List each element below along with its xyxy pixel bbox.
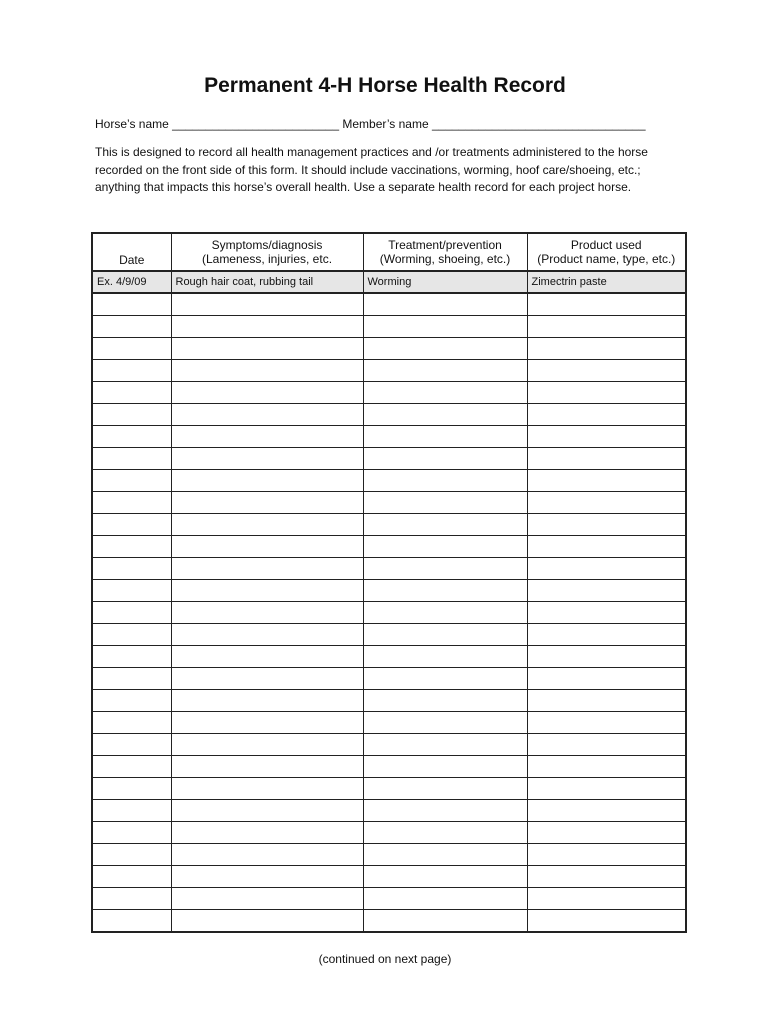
date-cell[interactable]: [92, 756, 171, 778]
treatment-cell[interactable]: [363, 712, 527, 734]
product-cell[interactable]: [527, 404, 686, 426]
treatment-cell[interactable]: [363, 338, 527, 360]
date-cell[interactable]: [92, 558, 171, 580]
symptoms-cell[interactable]: [171, 756, 363, 778]
date-cell[interactable]: [92, 888, 171, 910]
treatment-cell[interactable]: [363, 668, 527, 690]
table-row: [92, 910, 686, 933]
product-cell[interactable]: [527, 712, 686, 734]
treatment-cell[interactable]: [363, 404, 527, 426]
continued-note: (continued on next page): [318, 952, 452, 966]
treatment-cell[interactable]: [363, 646, 527, 668]
date-cell[interactable]: [92, 492, 171, 514]
product-cell[interactable]: [527, 602, 686, 624]
table-row: [92, 536, 686, 558]
symptoms-cell[interactable]: [171, 316, 363, 338]
product-cell[interactable]: [527, 690, 686, 712]
table-row: [92, 690, 686, 712]
symptoms-cell[interactable]: [171, 470, 363, 492]
treatment-cell[interactable]: [363, 536, 527, 558]
treatment-cell[interactable]: [363, 602, 527, 624]
date-cell[interactable]: [92, 360, 171, 382]
table-header-row: [92, 233, 686, 271]
treatment-cell[interactable]: [363, 448, 527, 470]
table-row: [92, 624, 686, 646]
header-product-subtitle: (Product name, type, etc.): [537, 252, 676, 266]
symptoms-cell[interactable]: [171, 668, 363, 690]
symptoms-cell[interactable]: [171, 338, 363, 360]
date-cell[interactable]: [92, 382, 171, 404]
symptoms-cell[interactable]: [171, 646, 363, 668]
table-row: [92, 866, 686, 888]
symptoms-cell[interactable]: [171, 536, 363, 558]
header-treatment: [363, 233, 527, 271]
table-row: [92, 338, 686, 360]
date-cell[interactable]: [92, 910, 171, 933]
symptoms-cell[interactable]: [171, 734, 363, 756]
table-row: [92, 492, 686, 514]
treatment-cell[interactable]: [363, 690, 527, 712]
symptoms-cell[interactable]: [171, 778, 363, 800]
product-cell[interactable]: [527, 470, 686, 492]
member-name-label: Member’s name: [342, 117, 429, 131]
treatment-cell[interactable]: [363, 514, 527, 536]
table-row: [92, 602, 686, 624]
table-row: [92, 558, 686, 580]
table-row: [92, 800, 686, 822]
header-treatment-title: Treatment/prevention: [388, 238, 502, 252]
instructions-line: anything that impacts this horse’s overall health. Use a separate health record for each project horse.: [95, 180, 632, 194]
product-cell[interactable]: [527, 668, 686, 690]
instructions-paragraph: [95, 144, 695, 197]
table-row: [92, 844, 686, 866]
product-cell[interactable]: [527, 536, 686, 558]
date-cell[interactable]: [92, 822, 171, 844]
product-cell[interactable]: [527, 338, 686, 360]
date-cell[interactable]: [92, 404, 171, 426]
name-fields: [95, 117, 646, 131]
treatment-cell[interactable]: [363, 822, 527, 844]
table-row: [92, 426, 686, 448]
treatment-cell[interactable]: [363, 734, 527, 756]
date-cell[interactable]: [92, 668, 171, 690]
treatment-cell[interactable]: [363, 756, 527, 778]
product-cell[interactable]: [527, 580, 686, 602]
treatment-cell[interactable]: [363, 800, 527, 822]
treatment-cell[interactable]: [363, 778, 527, 800]
table-row: [92, 293, 686, 316]
symptoms-cell[interactable]: [171, 382, 363, 404]
treatment-cell[interactable]: [363, 580, 527, 602]
product-cell[interactable]: [527, 822, 686, 844]
product-cell[interactable]: [527, 360, 686, 382]
product-cell[interactable]: [527, 426, 686, 448]
symptoms-cell[interactable]: [171, 910, 363, 933]
treatment-cell[interactable]: [363, 866, 527, 888]
treatment-cell[interactable]: [363, 910, 527, 933]
table-row: [92, 514, 686, 536]
date-cell[interactable]: [92, 690, 171, 712]
page-title: Permanent 4-H Horse Health Record: [204, 74, 566, 97]
date-cell[interactable]: [92, 580, 171, 602]
header-symptoms: [171, 233, 363, 271]
example-product: Zimectrin paste: [527, 271, 686, 293]
symptoms-cell[interactable]: [171, 448, 363, 470]
treatment-cell[interactable]: [363, 293, 527, 316]
header-product: [527, 233, 686, 271]
date-cell[interactable]: [92, 316, 171, 338]
header-date-label: Date: [119, 253, 145, 267]
example-date: Ex. 4/9/09: [92, 271, 171, 293]
date-cell[interactable]: [92, 866, 171, 888]
treatment-cell[interactable]: [363, 360, 527, 382]
symptoms-cell[interactable]: [171, 558, 363, 580]
treatment-cell[interactable]: [363, 624, 527, 646]
date-cell[interactable]: [92, 470, 171, 492]
table-row: [92, 646, 686, 668]
header-treatment-subtitle: (Worming, shoeing, etc.): [379, 252, 511, 266]
product-cell[interactable]: [527, 558, 686, 580]
symptoms-cell[interactable]: [171, 844, 363, 866]
table-row: [92, 470, 686, 492]
date-cell[interactable]: [92, 338, 171, 360]
table-row: [92, 448, 686, 470]
symptoms-cell[interactable]: [171, 360, 363, 382]
symptoms-cell[interactable]: [171, 293, 363, 316]
treatment-cell[interactable]: [363, 382, 527, 404]
product-cell[interactable]: [527, 888, 686, 910]
product-cell[interactable]: [527, 866, 686, 888]
instructions-line: This is designed to record all health management practices and /or treatments administered to the horse: [95, 145, 648, 159]
date-cell[interactable]: [92, 536, 171, 558]
product-cell[interactable]: [527, 624, 686, 646]
example-row: [92, 271, 686, 293]
table-row: [92, 712, 686, 734]
example-treatment: Worming: [363, 271, 527, 293]
treatment-cell[interactable]: [363, 426, 527, 448]
treatment-cell[interactable]: [363, 492, 527, 514]
header-date: [92, 233, 171, 271]
product-cell[interactable]: [527, 756, 686, 778]
symptoms-cell[interactable]: [171, 888, 363, 910]
symptoms-cell[interactable]: [171, 690, 363, 712]
treatment-cell[interactable]: [363, 888, 527, 910]
product-cell[interactable]: [527, 646, 686, 668]
product-cell[interactable]: [527, 844, 686, 866]
date-cell[interactable]: [92, 712, 171, 734]
date-cell[interactable]: [92, 293, 171, 316]
treatment-cell[interactable]: [363, 844, 527, 866]
date-cell[interactable]: [92, 844, 171, 866]
date-cell[interactable]: [92, 426, 171, 448]
table-row: [92, 668, 686, 690]
symptoms-cell[interactable]: [171, 580, 363, 602]
header-product-title: Product used: [570, 238, 642, 252]
product-cell[interactable]: [527, 800, 686, 822]
treatment-cell[interactable]: [363, 316, 527, 338]
header-symptoms-subtitle: (Lameness, injuries, etc.: [201, 252, 333, 266]
product-cell[interactable]: [527, 492, 686, 514]
date-cell[interactable]: [92, 624, 171, 646]
product-cell[interactable]: [527, 382, 686, 404]
product-cell[interactable]: [527, 910, 686, 933]
table-row: [92, 822, 686, 844]
table-row: [92, 360, 686, 382]
table-row: [92, 734, 686, 756]
date-cell[interactable]: [92, 800, 171, 822]
table-row: [92, 778, 686, 800]
symptoms-cell[interactable]: [171, 800, 363, 822]
date-cell[interactable]: [92, 734, 171, 756]
date-cell[interactable]: [92, 778, 171, 800]
date-cell[interactable]: [92, 646, 171, 668]
horse-name-label: Horse’s name: [95, 117, 169, 131]
date-cell[interactable]: [92, 514, 171, 536]
member-name-field[interactable]: ________________________________: [431, 117, 646, 131]
instructions-line: recorded on the front side of this form. It should include vaccinations, worming, hoof care/shoeing, etc.;: [95, 162, 641, 177]
symptoms-cell[interactable]: [171, 822, 363, 844]
symptoms-cell[interactable]: [171, 624, 363, 646]
table-row: [92, 580, 686, 602]
symptoms-cell[interactable]: [171, 712, 363, 734]
product-cell[interactable]: [527, 514, 686, 536]
symptoms-cell[interactable]: [171, 492, 363, 514]
symptoms-cell[interactable]: [171, 866, 363, 888]
product-cell[interactable]: [527, 316, 686, 338]
product-cell[interactable]: [527, 448, 686, 470]
horse-name-field[interactable]: _________________________: [172, 117, 340, 131]
table-row: [92, 382, 686, 404]
date-cell[interactable]: [92, 448, 171, 470]
example-symptoms: Rough hair coat, rubbing tail: [171, 271, 363, 293]
table-row: [92, 404, 686, 426]
symptoms-cell[interactable]: [171, 426, 363, 448]
product-cell[interactable]: [527, 734, 686, 756]
table-row: [92, 756, 686, 778]
date-cell[interactable]: [92, 602, 171, 624]
product-cell[interactable]: [527, 293, 686, 316]
symptoms-cell[interactable]: [171, 514, 363, 536]
treatment-cell[interactable]: [363, 470, 527, 492]
symptoms-cell[interactable]: [171, 602, 363, 624]
health-record-table: [91, 232, 687, 933]
table-row: [92, 888, 686, 910]
header-symptoms-title: Symptoms/diagnosis: [211, 238, 323, 252]
product-cell[interactable]: [527, 778, 686, 800]
table-row: [92, 316, 686, 338]
symptoms-cell[interactable]: [171, 404, 363, 426]
treatment-cell[interactable]: [363, 558, 527, 580]
